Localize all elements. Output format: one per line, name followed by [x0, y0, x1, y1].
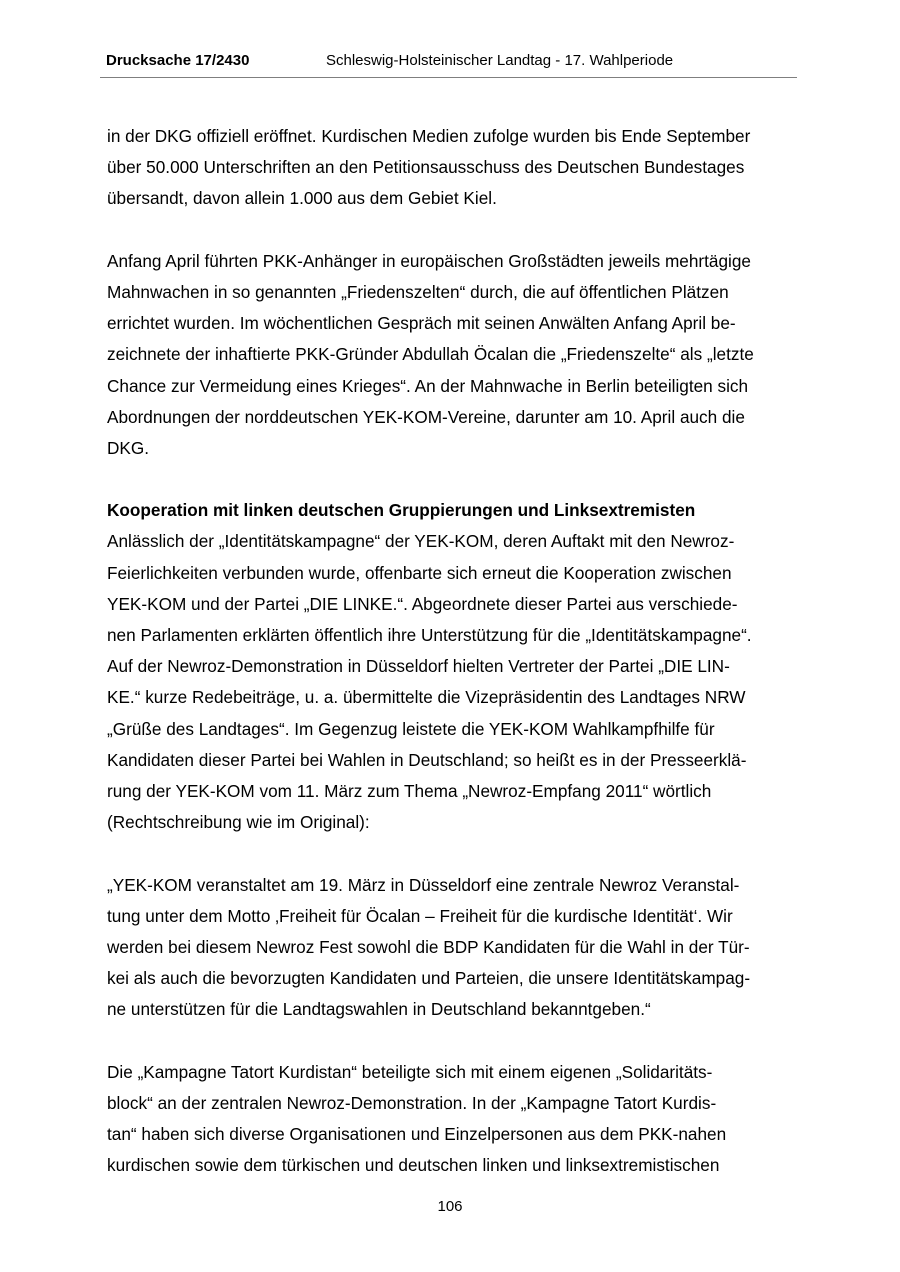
header-divider [100, 77, 797, 78]
text-line: block“ an der zentralen Newroz-Demonstration. In der „Kampagne Tatort Kurdis- [107, 1092, 717, 1113]
text-line: Anfang April führten PKK-Anhänger in europäischen Großstädten jeweils mehrtägige [107, 250, 751, 271]
paragraph [107, 1057, 797, 1182]
paragraph [107, 246, 797, 464]
text-line: kei als auch die bevorzugten Kandidaten und Parteien, die unsere Identitätskampag- [107, 968, 751, 989]
text-line: kurdischen sowie dem türkischen und deutschen linken und linksextremistischen [107, 1155, 720, 1176]
text-line: Abordnungen der norddeutschen YEK-KOM-Vereine, darunter am 10. April auch die [107, 406, 745, 427]
text-line: Mahnwachen in so genannten „Friedenszelten“ durch, die auf öffentlichen Plätzen [107, 281, 729, 302]
text-line: Anlässlich der „Identitätskampagne“ der YEK-KOM, deren Auftakt mit den Newroz- [107, 531, 735, 552]
text-line: werden bei diesem Newroz Fest sowohl die BDP Kandidaten für die Wahl in der Tür- [107, 936, 750, 957]
text-line: „Grüße des Landtages“. Im Gegenzug leistete die YEK-KOM Wahlkampfhilfe für [107, 718, 715, 739]
text-line: zeichnete der inhaftierte PKK-Gründer Abdullah Öcalan die „Friedenszelte“ als „letzte [107, 344, 754, 365]
text-line: YEK-KOM und der Partei „DIE LINKE.“. Abgeordnete dieser Partei aus verschiede- [107, 593, 738, 614]
text-line: (Rechtschreibung wie im Original): [107, 812, 370, 833]
page-number: 106 [437, 1198, 463, 1215]
text-line: in der DKG offiziell eröffnet. Kurdischen Medien zufolge wurden bis Ende September [107, 126, 751, 146]
text-line: KE.“ kurze Redebeiträge, u. a. übermittelte die Vizepräsidentin des Landtages NRW [107, 687, 746, 708]
text-line: übersandt, davon allein 1.000 aus dem Gebiet Kiel. [107, 188, 497, 209]
paragraph [107, 121, 797, 215]
text-line: errichtet wurden. Im wöchentlichen Gespräch mit seinen Anwälten Anfang April be- [107, 313, 736, 334]
body-text [107, 121, 797, 1181]
quotation [107, 870, 797, 1026]
parliament-title: Schleswig-Holsteinischer Landtag - 17. Wahlperiode [326, 52, 674, 69]
section-heading: Kooperation mit linken deutschen Gruppierungen und Linksextremisten [107, 500, 696, 521]
document-number: Drucksache 17/2430 [106, 52, 250, 69]
text-line: nen Parlamenten erklärten öffentlich ihre Unterstützung für die „Identitätskampagne“. [107, 625, 752, 645]
text-line: Feierlichkeiten verbunden wurde, offenbarte sich erneut die Kooperation zwischen [107, 562, 732, 583]
text-line: rung der YEK-KOM vom 11. März zum Thema „Newroz-Empfang 2011“ wörtlich [107, 780, 712, 801]
text-line: Die „Kampagne Tatort Kurdistan“ beteiligte sich mit einem eigenen „Solidaritäts- [107, 1061, 713, 1082]
text-line: tung unter dem Motto ‚Freiheit für Öcalan – Freiheit für die kurdische Identität‘. Wir [107, 905, 733, 926]
paragraph [107, 495, 797, 838]
text-line: „YEK-KOM veranstaltet am 19. März in Düsseldorf eine zentrale Newroz Veranstal- [107, 874, 740, 895]
page-header [106, 52, 796, 74]
text-line: tan“ haben sich diverse Organisationen und Einzelpersonen aus dem PKK-nahen [107, 1124, 727, 1144]
text-line: Auf der Newroz-Demonstration in Düsseldorf hielten Vertreter der Partei „DIE LIN- [107, 656, 730, 677]
text-line: über 50.000 Unterschriften an den Petitionsausschuss des Deutschen Bundestages [107, 157, 745, 178]
text-line: Chance zur Vermeidung eines Krieges“. An der Mahnwache in Berlin beteiligten sich [107, 375, 749, 396]
text-line: DKG. [107, 437, 150, 458]
text-line: Kandidaten dieser Partei bei Wahlen in Deutschland; so heißt es in der Presseerklä- [107, 749, 747, 770]
text-line: ne unterstützen für die Landtagswahlen in Deutschland bekanntgeben.“ [107, 999, 651, 1020]
